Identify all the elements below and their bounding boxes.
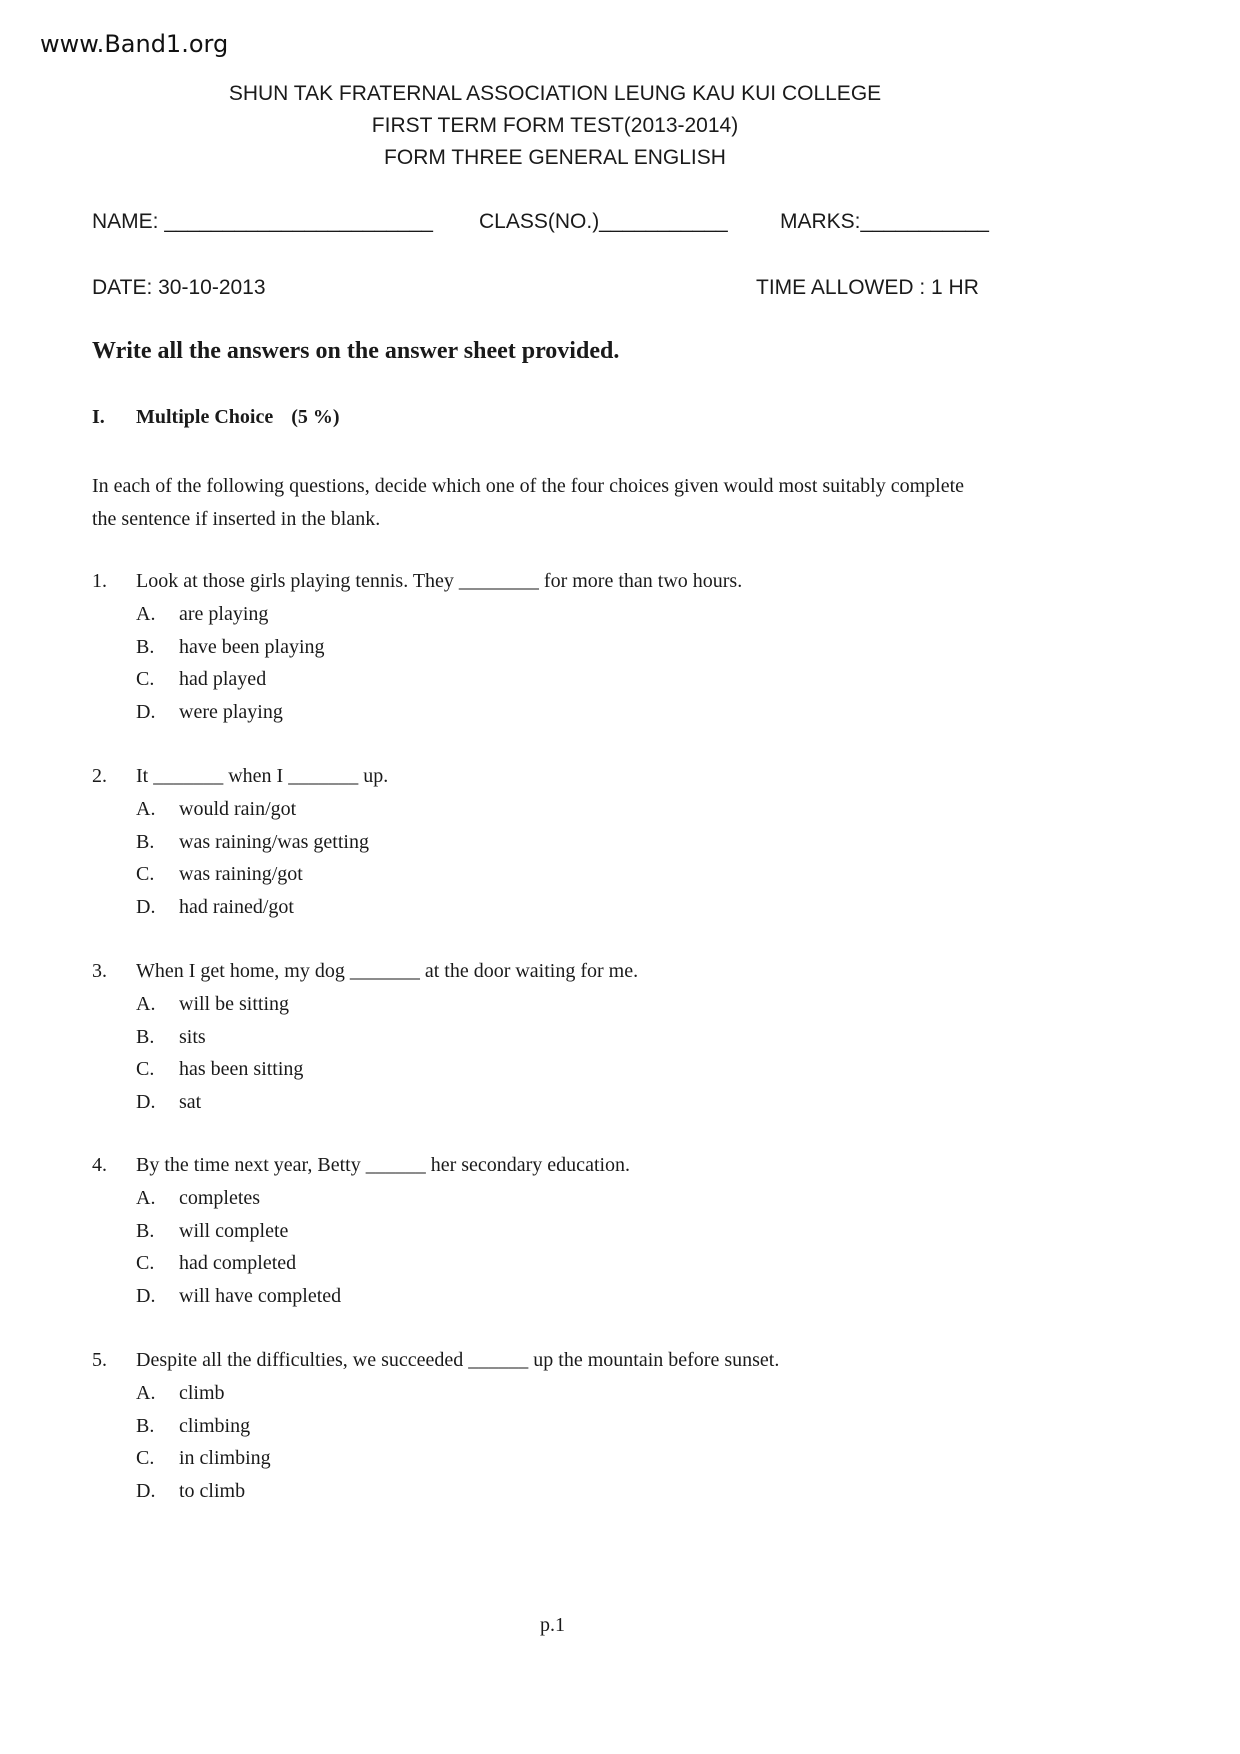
question-5 <box>92 1344 779 1507</box>
name-field: NAME: _______________________ <box>92 210 433 233</box>
page-number: p.1 <box>540 1614 565 1636</box>
question-number: 3. <box>92 960 107 982</box>
answer-option <box>92 1182 630 1215</box>
question-stem <box>92 565 742 598</box>
question-3 <box>92 955 638 1118</box>
option-text: were playing <box>179 700 283 723</box>
answer-option <box>92 1021 638 1054</box>
option-letter: D. <box>136 1479 156 1502</box>
section-directions: In each of the following questions, decide which one of the four choices given would most suitably complete the sentence if inserted in the blank. <box>92 475 965 530</box>
answer-option <box>92 826 388 859</box>
option-letter: C. <box>136 863 155 885</box>
question-number: 2. <box>92 765 107 787</box>
time-allowed: TIME ALLOWED : 1 HR <box>756 276 979 299</box>
watermark: www.Band1.org <box>40 30 229 58</box>
option-text: climb <box>179 1382 225 1404</box>
answer-option <box>92 988 638 1021</box>
question-number: 5. <box>92 1349 107 1371</box>
answer-option <box>92 1475 779 1508</box>
answer-option <box>92 1086 638 1119</box>
answer-option <box>92 1247 630 1280</box>
option-letter: D. <box>136 1090 156 1113</box>
question-text: It _______ when I _______ up. <box>136 765 389 787</box>
option-letter: B. <box>136 1414 155 1437</box>
question-text: When I get home, my dog _______ at the door waiting for me. <box>136 960 639 982</box>
section-number: I. <box>92 406 105 428</box>
option-text: will have completed <box>179 1284 342 1307</box>
option-text: had completed <box>179 1252 297 1274</box>
answer-option <box>92 1053 638 1086</box>
section-title: Multiple Choice <box>136 406 274 428</box>
option-letter: D. <box>136 895 156 918</box>
question-1 <box>92 565 742 728</box>
school-name: SHUN TAK FRATERNAL ASSOCIATION LEUNG KAU KUI COLLEGE <box>228 82 882 105</box>
answer-option <box>92 631 742 664</box>
section-weight: (5 %) <box>291 406 340 428</box>
answer-option <box>92 598 742 631</box>
option-letter: B. <box>136 635 155 658</box>
option-letter: C. <box>136 1058 155 1080</box>
option-text: had played <box>179 668 267 690</box>
option-text: will be sitting <box>179 993 289 1015</box>
option-letter: C. <box>136 668 155 690</box>
option-letter: B. <box>136 1219 155 1242</box>
answer-option <box>92 891 388 924</box>
answer-option <box>92 1377 779 1410</box>
option-letter: A. <box>136 798 156 820</box>
question-number: 4. <box>92 1154 107 1176</box>
option-letter: B. <box>136 830 155 853</box>
test-title: FIRST TERM FORM TEST(2013-2014) <box>371 114 739 137</box>
question-2 <box>92 760 388 923</box>
option-text: has been sitting <box>179 1058 304 1080</box>
option-text: completes <box>179 1187 261 1209</box>
answer-option <box>92 663 742 696</box>
option-letter: D. <box>136 700 156 723</box>
answer-option <box>92 1215 630 1248</box>
option-letter: C. <box>136 1252 155 1274</box>
class-field: CLASS(NO.)___________ <box>479 210 728 233</box>
option-letter: A. <box>136 993 156 1015</box>
option-text: was raining/got <box>179 863 303 885</box>
option-text: are playing <box>179 603 269 625</box>
answer-option <box>92 1410 779 1443</box>
subject-title: FORM THREE GENERAL ENGLISH <box>384 146 726 169</box>
question-text: Despite all the difficulties, we succeeded ______ up the mountain before sunset. <box>136 1349 780 1371</box>
option-letter: C. <box>136 1447 155 1469</box>
question-stem <box>92 760 388 793</box>
option-text: had rained/got <box>179 895 294 918</box>
option-text: in climbing <box>179 1447 271 1469</box>
question-4 <box>92 1149 630 1312</box>
date-field: DATE: 30-10-2013 <box>92 276 266 299</box>
marks-field: MARKS:___________ <box>780 210 989 233</box>
option-text: have been playing <box>179 635 325 658</box>
option-text: would rain/got <box>179 798 297 820</box>
answer-option <box>92 1280 630 1313</box>
option-letter: A. <box>136 603 156 625</box>
answer-option <box>92 1442 779 1475</box>
option-text: sat <box>179 1090 202 1113</box>
option-text: was raining/was getting <box>179 830 369 853</box>
option-text: will complete <box>179 1219 289 1242</box>
question-stem <box>92 1344 779 1377</box>
question-stem <box>92 1149 630 1182</box>
instruction: Write all the answers on the answer sheet provided. <box>92 338 620 364</box>
option-text: to climb <box>179 1479 246 1502</box>
question-text: Look at those girls playing tennis. They ________ for more than two hours. <box>136 570 743 592</box>
option-text: climbing <box>179 1414 251 1437</box>
question-stem <box>92 955 638 988</box>
answer-option <box>92 793 388 826</box>
answer-option <box>92 858 388 891</box>
option-text: sits <box>179 1025 206 1048</box>
question-text: By the time next year, Betty ______ her secondary education. <box>136 1154 631 1176</box>
option-letter: A. <box>136 1187 156 1209</box>
document-header <box>0 78 1110 174</box>
answer-option <box>92 696 742 729</box>
section-heading <box>92 406 340 429</box>
option-letter: B. <box>136 1025 155 1048</box>
question-number: 1. <box>92 570 107 592</box>
option-letter: D. <box>136 1284 156 1307</box>
option-letter: A. <box>136 1382 156 1404</box>
